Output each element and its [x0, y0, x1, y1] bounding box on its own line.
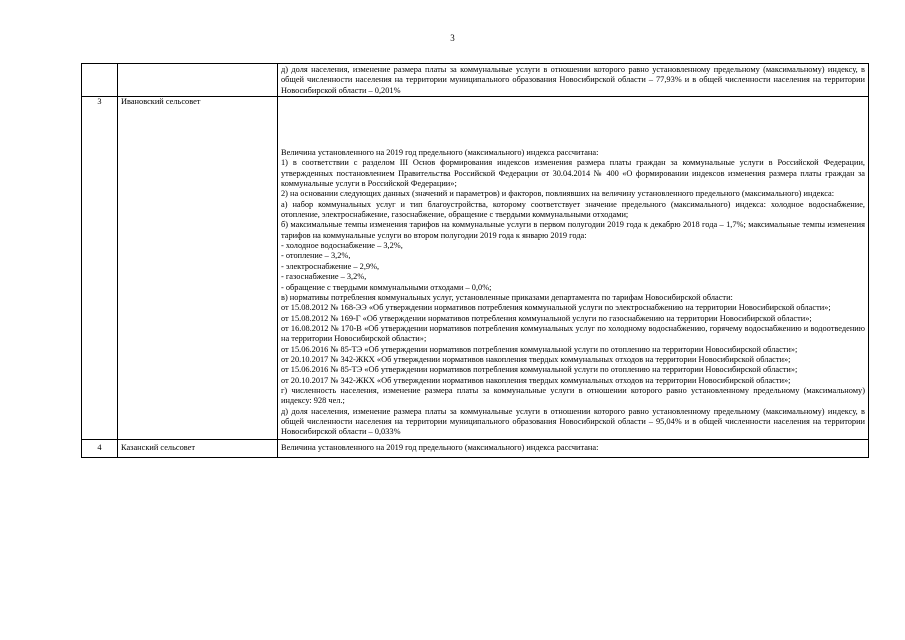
- index-table: [81, 63, 869, 458]
- table-row: [82, 97, 869, 440]
- description-cell: [278, 64, 869, 97]
- table-row: [82, 64, 869, 97]
- paragraph: 1) в соответствии с разделом III Основ формирования индексов изменения размера платы граждан за коммунальные услуги в Российской Федерации, утвержденных постановлением Правительства Российской Федерации от 30.04.2014 № 400 «О формировании индексов изменения размера платы граждан за коммунальные услуги в Российской Федерации»;: [281, 158, 865, 189]
- paragraph: Величина установленного на 2019 год предельного (максимального) индекса рассчитана:: [281, 442, 599, 452]
- municipality-name-cell: [118, 64, 278, 97]
- paragraph: от 20.10.2017 № 342-ЖКХ «Об утверждении нормативов накопления твердых коммунальных отходов на территории Новосибирской области»;: [281, 354, 791, 364]
- paragraph: от 15.08.2012 № 168-ЭЭ «Об утверждении нормативов потребления коммунальной услуги по электроснабжению на территории Новосибирской области»;: [281, 303, 831, 313]
- row-number-cell: 3: [82, 97, 118, 440]
- paragraph: от 15.06.2016 № 85-ТЭ «Об утверждении нормативов потребления коммунальной услуги по отоплению на территории Новосибирской области»;: [281, 365, 798, 375]
- paragraph: Величина установленного на 2019 год предельного (максимального) индекса рассчитана:: [281, 148, 599, 158]
- paragraph: - обращение с твердыми коммунальными отходами – 0,0%;: [281, 282, 492, 292]
- paragraph: д) доля населения, изменение размера платы за коммунальные услуги в отношении которого равно установленному предельному (максимальному) индексу, в общей численности населения на территории муниципального образования Новосибирской области – 77,93% и в общей численности населения на территории Новосибирской области – 0,201%: [281, 65, 865, 95]
- paragraph: от 15.08.2012 № 169-Г «Об утверждении нормативов потребления коммунальной услуги по газоснабжению на территории Новосибирской области»;: [281, 313, 812, 323]
- paragraph: г) численность населения, изменение размера платы за коммунальные услуги в отношении которого равно установленному предельному (максимальному) индексу: 928 чел.;: [281, 385, 865, 406]
- paragraph: от 20.10.2017 № 342-ЖКХ «Об утверждении нормативов накопления твердых коммунальных отходов на территории Новосибирской области»;: [281, 375, 791, 385]
- paragraph: - отопление – 3,2%,: [281, 251, 351, 261]
- paragraph: - холодное водоснабжение – 3,2%,: [281, 241, 403, 251]
- page-number: 3: [450, 33, 455, 43]
- paragraph: в) нормативы потребления коммунальных услуг, установленные приказами департамента по тарифам Новосибирской области:: [281, 292, 733, 302]
- paragraph: 2) на основании следующих данных (значений и параметров) и факторов, повлиявших на величину установленного предельного (максимального) индекса:: [281, 189, 835, 199]
- description-cell: [278, 97, 869, 440]
- paragraph: б) максимальные темпы изменения тарифов на коммунальные услуги в первом полугодии 2019 года к декабрю 2018 года – 1,7%; максимальные темпы изменения тарифов на коммунальные услуги во втором полугодии 2019 года к январю 2019 года:: [281, 220, 865, 240]
- paragraph: от 15.06.2016 № 85-ТЭ «Об утверждении нормативов потребления коммунальной услуги по отоплению на территории Новосибирской области»;: [281, 344, 798, 354]
- paragraph: а) набор коммунальных услуг и тип благоустройства, которому соответствует значение предельного (максимального) индекса: холодное водоснабжение, отопление, электроснабжение, газоснабжение, обращение с твердыми коммунальными отходами;: [281, 199, 865, 220]
- paragraph: - газоснабжение – 3,2%,: [281, 272, 367, 282]
- row-number-cell: 4: [82, 439, 118, 457]
- table-row: [82, 439, 869, 457]
- paragraph: - электроснабжение – 2,9%,: [281, 261, 380, 271]
- paragraph: от 16.08.2012 № 170-В «Об утверждении нормативов потребления коммунальных услуг по холодному водоснабжению, горячему водоснабжению и водоотведению на территории Новосибирской области»;: [281, 323, 865, 344]
- municipality-name-cell: Ивановский сельсовет: [118, 97, 278, 440]
- paragraph: д) доля населения, изменение размера платы за коммунальные услуги в отношении которого равно установленному предельному (максимальному) индексу, в общей численности населения на территории муниципального образования Новосибирской области – 95,04% и в общей численности населения на территории Новосибирской области – 0,033%: [281, 406, 865, 437]
- municipality-name-cell: Казанский сельсовет: [118, 439, 278, 457]
- description-cell: [278, 439, 869, 457]
- row-number-cell: [82, 64, 118, 97]
